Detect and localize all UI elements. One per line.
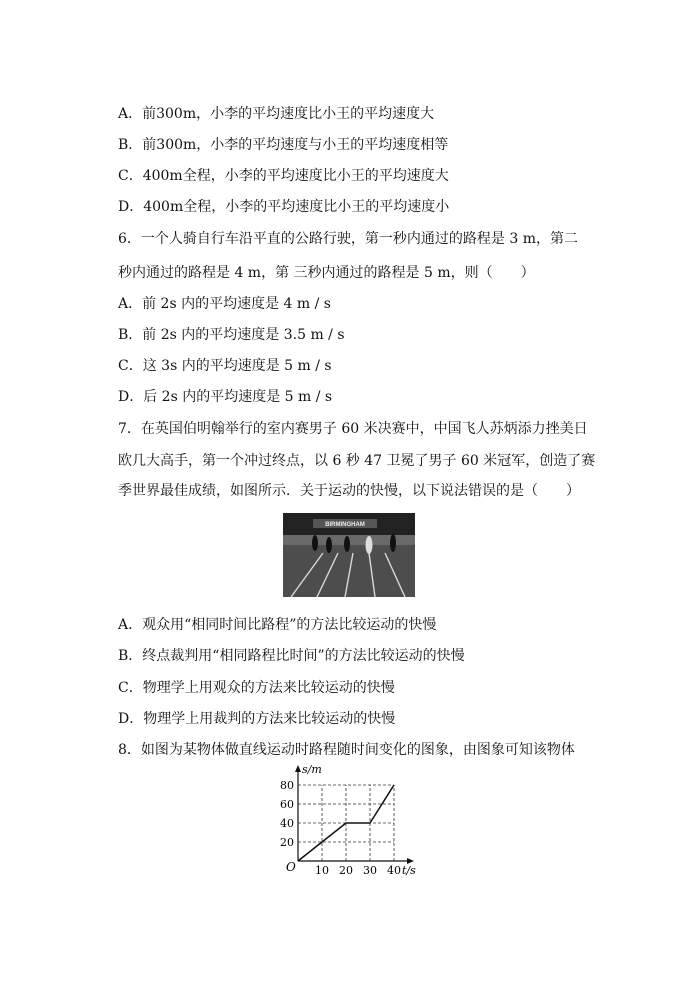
q6-option-d: D．后 2s 内的平均速度是 5 m / s — [118, 389, 333, 405]
q6-option-a: A．前 2s 内的平均速度是 4 m / s — [118, 296, 331, 312]
q7-stem-line1: 7．在英国伯明翰举行的室内赛男子 60 米决赛中，中国飞人苏炳添力挫美日 — [118, 421, 588, 437]
y-tick-label: 40 — [280, 817, 294, 830]
chart-x-axis-label: t/s — [402, 864, 416, 877]
q5-option-b: B．前300m，小李的平均速度与小王的平均速度相等 — [118, 137, 449, 153]
q7-stem-line3: 季世界最佳成绩，如图所示．关于运动的快慢，以下说法错误的是（ ） — [118, 483, 580, 499]
x-tick-label: 30 — [363, 864, 377, 877]
q7-option-c: C．物理学上用观众的方法来比较运动的快慢 — [118, 680, 395, 696]
chart-origin-label: O — [286, 860, 296, 874]
q5-option-c: C．400m全程，小李的平均速度比小王的平均速度大 — [118, 168, 449, 184]
photo-track — [283, 545, 415, 597]
q5-option-d: D．400m全程，小李的平均速度比小王的平均速度小 — [118, 199, 450, 215]
sprint-race-photo — [283, 513, 415, 597]
y-tick-label: 80 — [280, 779, 294, 792]
x-tick-label: 20 — [339, 864, 353, 877]
q7-stem-line2: 欧几大高手，第一个冲过终点，以 6 秒 47 卫冕了男子 60 米冠军，创造了赛 — [118, 453, 596, 469]
sprint-race-illustration — [283, 513, 415, 597]
y-tick-label: 20 — [280, 836, 294, 849]
x-tick-label: 40 — [387, 864, 401, 877]
q5-option-a: A．前300m，小李的平均速度比小王的平均速度大 — [118, 106, 435, 122]
q7-option-a: A．观众用“相同时间比路程”的方法比较运动的快慢 — [118, 617, 437, 633]
y-axis-arrow — [295, 765, 301, 772]
q6-stem-line1: 6．一个人骑自行车沿平直的公路行驶，第一秒内通过的路程是 3 m，第二 — [118, 231, 578, 247]
q7-option-b: B．终点裁判用“相同路程比时间”的方法比较运动的快慢 — [118, 648, 465, 664]
photo-banner-text: BIRMINGHAM — [325, 522, 365, 528]
q6-option-b: B．前 2s 内的平均速度是 3.5 m / s — [118, 327, 345, 343]
y-tick-label: 60 — [280, 798, 294, 811]
distance-time-chart — [268, 758, 428, 878]
q6-option-c: C．这 3s 内的平均速度是 5 m / s — [118, 358, 332, 374]
q7-option-d: D．物理学上用裁判的方法来比较运动的快慢 — [118, 711, 396, 727]
q6-stem-line2: 秒内通过的路程是 4 m，第 三秒内通过的路程是 5 m，则（ ） — [118, 265, 535, 281]
q8-stem-line1: 8．如图为某物体做直线运动时路程随时间变化的图象，由图象可知该物体 — [118, 742, 575, 758]
chart-y-axis-label: s/m — [302, 763, 322, 776]
x-tick-label: 10 — [315, 864, 329, 877]
